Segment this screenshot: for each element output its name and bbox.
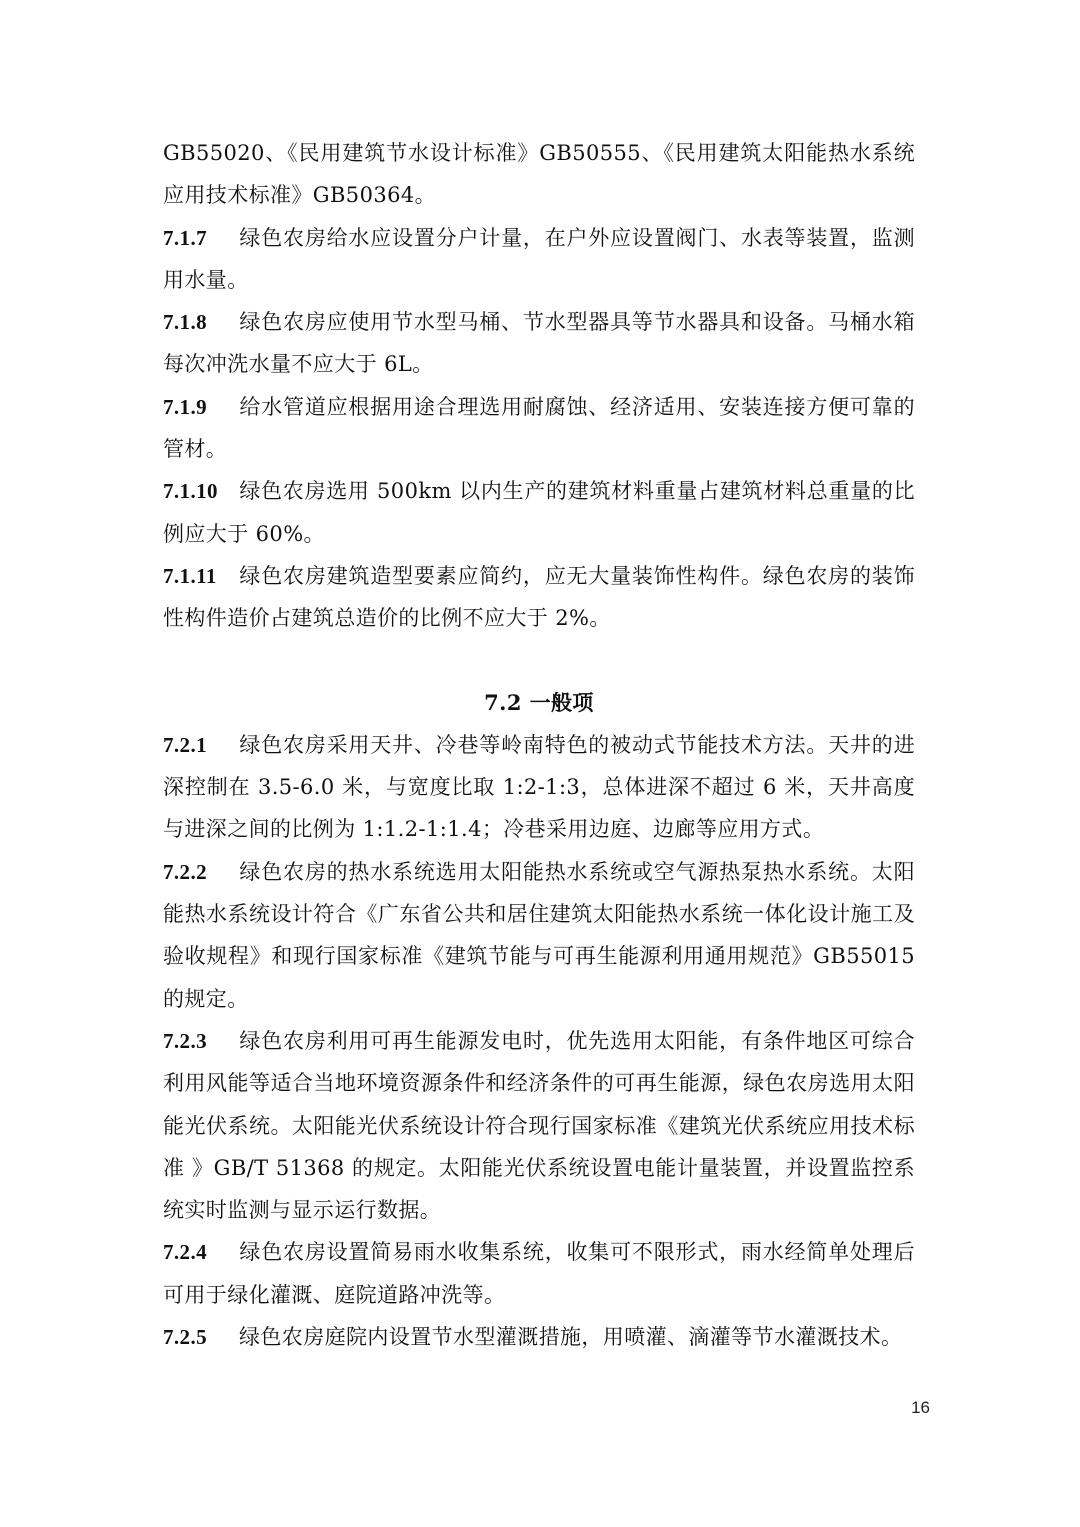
clause-7-2-1 xyxy=(163,724,915,851)
clause-text: 给水管道应根据用途合理选用耐腐蚀、经济适用、安装连接方便可靠的管材。 xyxy=(163,394,915,462)
clause-7-1-8 xyxy=(163,301,915,386)
clause-number: 7.1.11 xyxy=(163,563,217,588)
clause-7-2-5 xyxy=(163,1316,915,1358)
clause-number: 7.2.2 xyxy=(163,859,207,884)
clause-number: 7.2.5 xyxy=(163,1325,207,1350)
clause-number: 7.2.3 xyxy=(163,1028,207,1053)
clause-number: 7.1.10 xyxy=(163,479,218,504)
clause-7-1-9 xyxy=(163,386,915,471)
clause-number: 7.1.9 xyxy=(163,394,207,419)
clause-number: 7.1.8 xyxy=(163,310,207,335)
clause-text: 绿色农房的热水系统选用太阳能热水系统或空气源热泵热水系统。太阳能热水系统设计符合《广东省公共和居住建筑太阳能热水系统一体化设计施工及验收规程》和现行国家标准《建筑节能与可再生能源利用通用规范》GB55015 的规定。 xyxy=(163,859,915,1011)
clause-text: 绿色农房庭院内设置节水型灌溉措施，用喷灌、滴灌等节水灌溉技术。 xyxy=(239,1325,903,1350)
clause-7-2-3 xyxy=(163,1020,915,1231)
clause-text: 绿色农房建筑造型要素应简约，应无大量装饰性构件。绿色农房的装饰性构件造价占建筑总造价的比例不应大于 2%。 xyxy=(163,563,915,631)
paragraph-text: GB55020、《民用建筑节水设计标准》GB50555、《民用建筑太阳能热水系统应用技术标准》GB50364。 xyxy=(163,141,915,208)
document-body xyxy=(163,132,915,1358)
clause-7-1-7 xyxy=(163,217,915,302)
continued-paragraph xyxy=(163,132,915,217)
clause-number: 7.2.1 xyxy=(163,732,207,757)
page-number: 16 xyxy=(911,1398,930,1417)
clause-7-1-10 xyxy=(163,470,915,555)
clause-text: 绿色农房利用可再生能源发电时，优先选用太阳能，有条件地区可综合利用风能等适合当地环境资源条件和经济条件的可再生能源，绿色农房选用太阳能光伏系统。太阳能光伏系统设计符合现行国家标准《建筑光伏系统应用技术标准 》GB/T 51368 的规定。太阳能光伏系统设置电能计量装置，并设置监控系统实时监测与显示运行数据。 xyxy=(163,1028,915,1223)
clause-number: 7.2.4 xyxy=(163,1240,207,1265)
clause-7-2-4 xyxy=(163,1231,915,1316)
clause-number: 7.1.7 xyxy=(163,225,207,250)
clause-7-1-11 xyxy=(163,555,915,640)
section-heading: 7.2 一般项 xyxy=(484,689,594,715)
clause-text: 绿色农房给水应设置分户计量，在户外应设置阀门、水表等装置，监测用水量。 xyxy=(163,225,915,292)
clause-text: 绿色农房设置简易雨水收集系统，收集可不限形式，雨水经简单处理后可用于绿化灌溉、庭院道路冲洗等。 xyxy=(163,1240,915,1307)
clause-text: 绿色农房选用 500km 以内生产的建筑材料重量占建筑材料总重量的比例应大于 60%。 xyxy=(163,479,915,546)
clause-text: 绿色农房采用天井、冷巷等岭南特色的被动式节能技术方法。天井的进深控制在 3.5-6.0 米，与宽度比取 1:2-1:3，总体进深不超过 6 米，天井高度与进深之间的比例为 1:1.2-1:1.4；冷巷采用边庭、边廊等应用方式。 xyxy=(163,732,915,842)
clause-text: 绿色农房应使用节水型马桶、节水型器具等节水器具和设备。马桶水箱每次冲洗水量不应大于 6L。 xyxy=(163,310,915,377)
clause-7-2-2 xyxy=(163,851,915,1020)
